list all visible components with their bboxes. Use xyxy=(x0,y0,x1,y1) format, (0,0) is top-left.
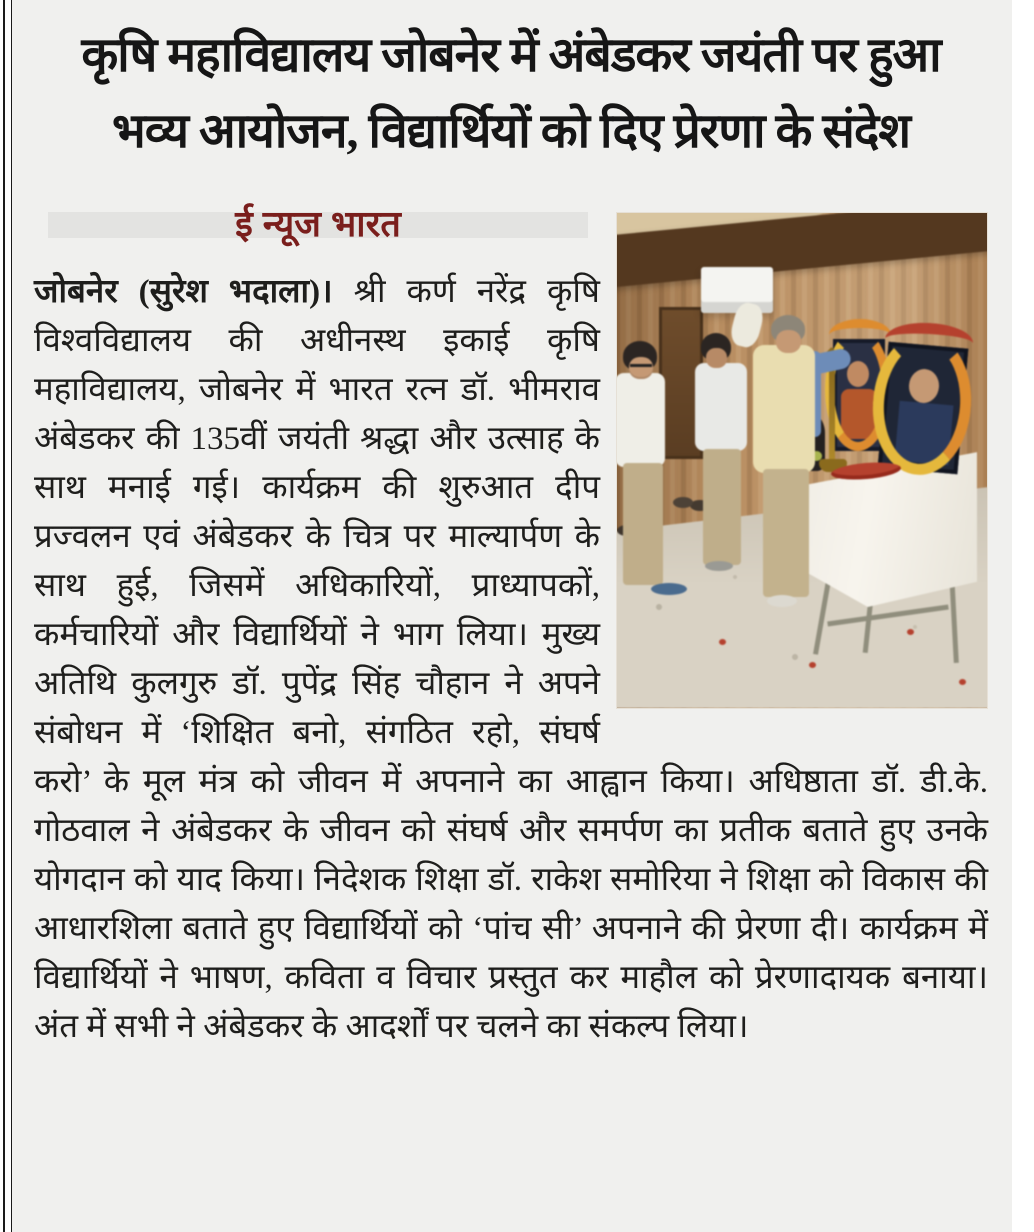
chief-guest-cream-jacket xyxy=(753,345,815,473)
flower-petal xyxy=(959,679,966,685)
attendee-1-shirt xyxy=(616,373,665,467)
attendee-1-glasses xyxy=(630,364,652,367)
headline: कृषि महाविद्यालय जोबनेर में अंबेडकर जयंती पर हुआ भव्य आयोजन, विद्यार्थियों को दिए प्रेरणा के संदेश xyxy=(81,29,941,158)
flower-petal xyxy=(907,629,914,635)
byline-label: ई न्यूज भारत xyxy=(235,203,401,244)
ceremony-photo-canvas xyxy=(616,212,988,709)
flower-petal xyxy=(809,662,816,668)
chief-guest-trousers xyxy=(763,469,809,597)
brass-oil-lamp xyxy=(829,369,835,465)
air-conditioner xyxy=(701,267,773,313)
attendee-2-face xyxy=(706,348,727,368)
attendee-1-trousers xyxy=(623,463,663,585)
attendee-2-trousers xyxy=(703,449,741,565)
photo-layers xyxy=(616,212,988,709)
body-paragraph: श्री कर्ण नरेंद्र कृषि विश्वविद्यालय की अधीनस्थ इकाई कृषि महाविद्यालय, जोबनेर में भारत रत्न डॉ. भीमराव अंबेडकर की 135वीं जयंती श्रद्धा और उत्साह के साथ मनाई गई। कार्यक्रम की शुरुआत दीप प्रज्वलन एवं अंबेडकर के चित्र पर माल्यार्पण के साथ हुई, जिसमें अधिकारियों, प्राध्यापकों, कर्मचारियों और विद्यार्थियों ने भाग लिया। मुख्य अतिथि कुलगुरु डॉ. पुपेंद्र सिंह चौहान ने अपने संबोधन में ‘शिक्षित बनो, संगठित रहो, संघर्ष करो’ के मूल मंत्र को जीवन में अपनाने का आह्वान किया। अधिष्ठाता डॉ. डी.के. गोठवाल ने अंबेडकर के जीवन को संघर्ष और समर्पण का प्रतीक बताते हुए उनके योगदान को याद किया। निदेशक शिक्षा डॉ. राकेश समोरिया ने शिक्षा को विकास की आधारशिला बताते हुए विद्यार्थियों को ‘पांच सी’ अपनाने की प्रेरणा दी। कार्यक्रम में विद्यार्थियों ने भाषण, कविता व विचार प्रस्तुत कर माहौल को प्रेरणादायक बनाया। अंत में सभी ने अंबेडकर के आदर्शों पर चलने का संकल्प लिया। xyxy=(34,274,988,1045)
article-body xyxy=(34,196,988,1052)
footwear-on-floor xyxy=(673,497,693,508)
news-photo xyxy=(616,212,988,709)
flower-petal xyxy=(719,639,726,645)
attendee-1-sandals xyxy=(651,583,687,595)
chief-guest-shoes xyxy=(767,595,797,607)
chief-guest-face xyxy=(776,330,801,353)
marigold-garland-arch xyxy=(829,319,891,351)
byline xyxy=(48,196,588,254)
attendee-1-face xyxy=(629,357,653,379)
dateline: जोबनेर (सुरेश भदाला)। xyxy=(34,274,333,310)
article-content xyxy=(12,0,1012,1232)
attendee-2-shoes xyxy=(705,561,733,571)
attendee-2-shirt xyxy=(695,363,747,451)
